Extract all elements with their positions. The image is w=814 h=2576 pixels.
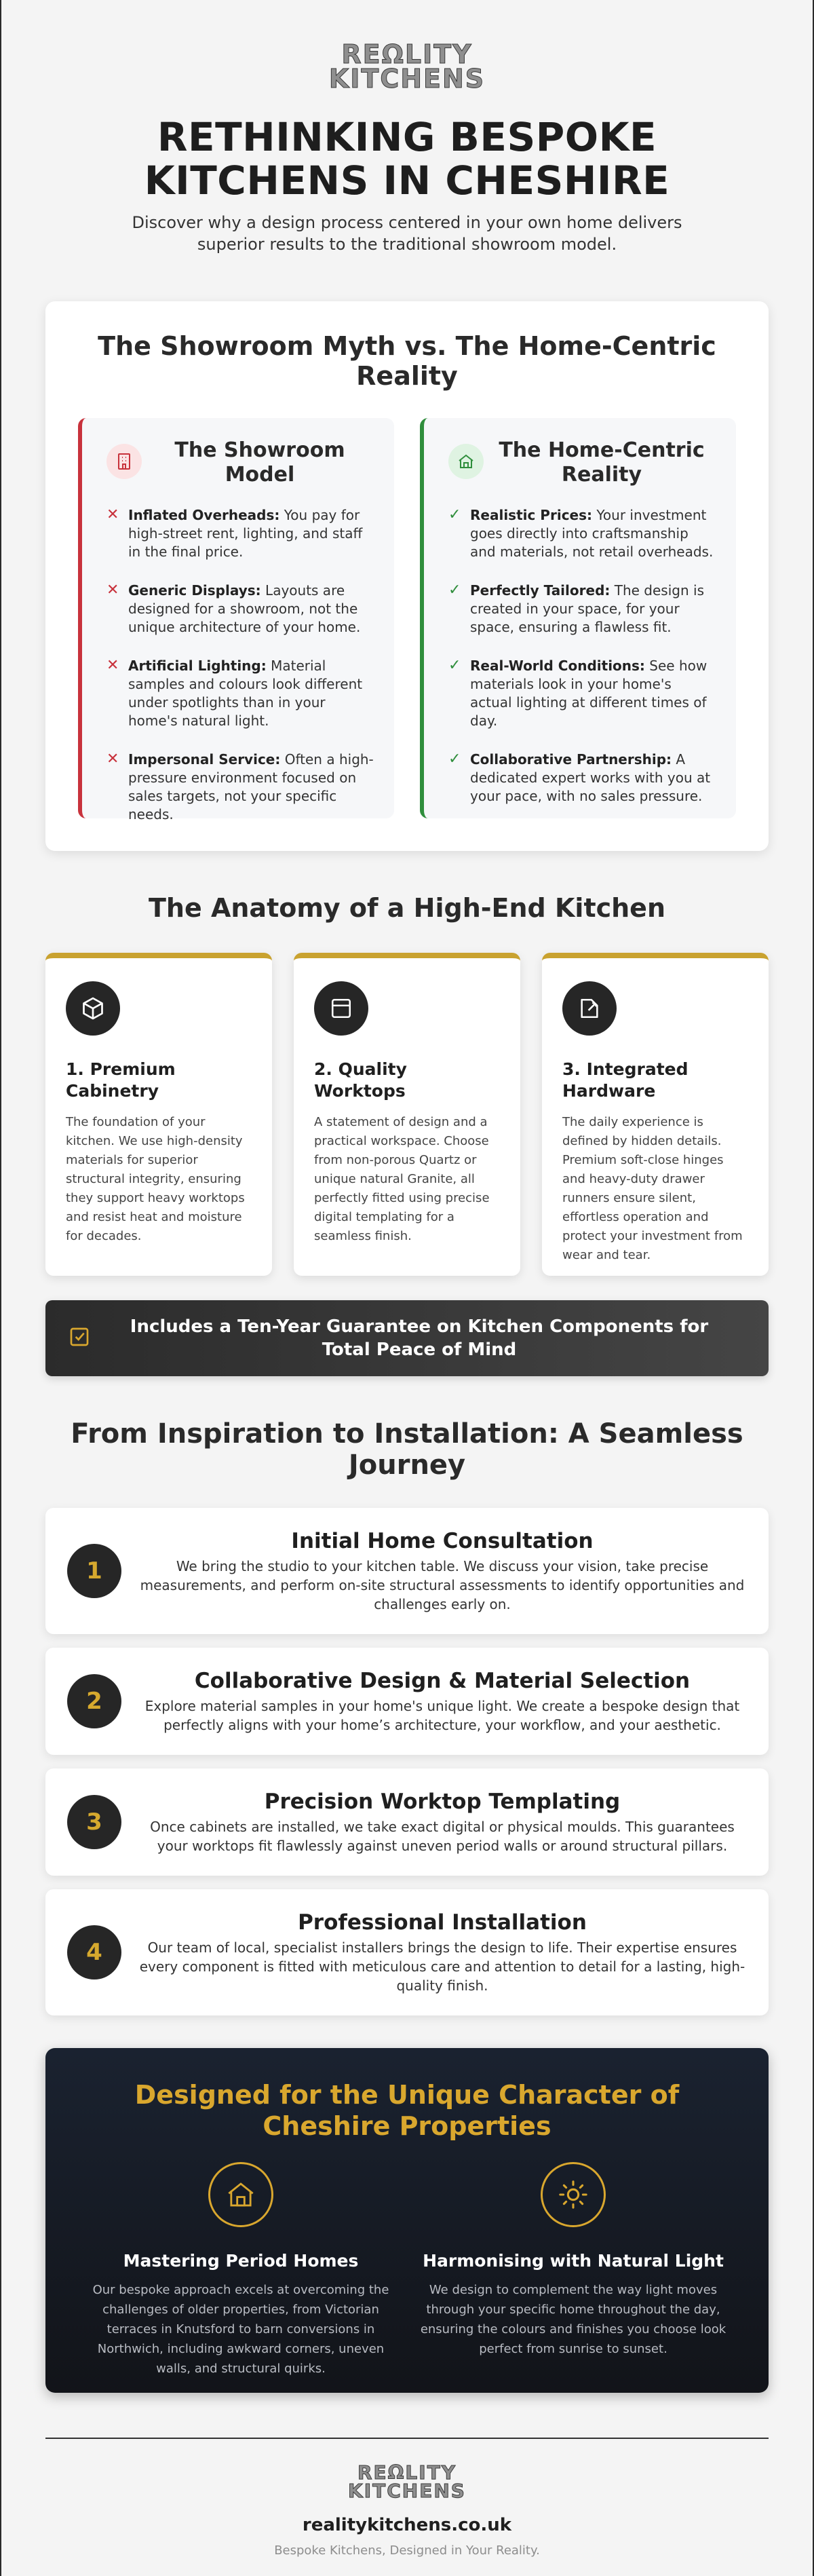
step-title: Initial Home Consultation	[291, 1529, 594, 1553]
cheshire-item-text: Our bespoke approach excels at overcoming the challenges of older properties, from Victorian terraces in Knutsford to barn conversions in Northwich, including awkward corners, uneven walls, and structural quirks.	[92, 2283, 389, 2376]
step-number: 4	[67, 1925, 121, 1980]
point-label: Collaborative Partnership:	[470, 751, 672, 768]
home-centric-column	[420, 418, 736, 818]
check-icon: ✓	[448, 506, 461, 523]
hero-subtitle: Discover why a design process centered in your own home delivers superior results to the traditional showroom model.	[132, 213, 682, 254]
point-label: Artificial Lighting:	[128, 658, 267, 674]
point-text: You pay for high-street rent, lighting, and staff in the final price.	[128, 507, 363, 560]
point-text: A dedicated expert works with you at your pace, with no sales pressure.	[470, 751, 711, 804]
point-label: Realistic Prices:	[470, 507, 593, 523]
point-label: Real-World Conditions:	[470, 658, 645, 674]
hero-title-line-1: RETHINKING BESPOKE	[157, 114, 657, 160]
showroom-point	[106, 657, 374, 730]
point-text: See how materials look in your home's actual lighting at different times of day.	[470, 658, 708, 729]
journey-step	[45, 1768, 769, 1876]
step-number: 1	[67, 1544, 121, 1598]
feature-text: A statement of design and a practical workspace. Choose from non-porous Quartz or unique natural Granite, all perfectly fitted using precise digital templating for a seamless finish.	[314, 1115, 490, 1243]
showroom-title: The Showroom Model	[174, 438, 345, 487]
feature-title: 1. Premium Cabinetry	[66, 1059, 176, 1101]
hardware-icon	[562, 981, 617, 1036]
footer-tagline: Bespoke Kitchens, Designed in Your Reality.	[274, 2543, 540, 2558]
step-title: Professional Installation	[298, 1910, 587, 1935]
hero-title	[45, 115, 769, 202]
cross-icon: ✕	[106, 751, 119, 768]
comparison-title: The Showroom Myth vs. The Home-Centric Reality	[98, 331, 716, 391]
check-icon: ✓	[448, 657, 461, 674]
point-text: The design is created in your space, for your space, ensuring a flawless fit.	[470, 582, 704, 635]
feature-card-hardware	[542, 953, 769, 1276]
feature-title: 2. Quality Worktops	[314, 1059, 407, 1101]
brand-line-2: KITCHENS	[348, 2480, 466, 2502]
point-label: Perfectly Tailored:	[470, 582, 610, 599]
point-text: Layouts are designed for a showroom, not the unique architecture of your home.	[128, 582, 361, 635]
cheshire-section	[45, 2048, 769, 2393]
cheshire-item-text: We design to complement the way light moves through your specific home throughout the day, ensuring the colours and finishes you choose look perfect from sunrise to sunset.	[420, 2283, 726, 2356]
showroom-column	[78, 418, 394, 822]
footer-divider	[45, 2438, 769, 2439]
brand-line-2: KITCHENS	[328, 64, 486, 94]
brand-line-1: REΩLITY	[341, 39, 473, 69]
house-outline-icon	[208, 2162, 273, 2227]
home-point	[448, 751, 716, 806]
cross-icon: ✕	[106, 582, 119, 599]
step-number: 2	[67, 1674, 121, 1728]
showroom-point	[106, 582, 374, 637]
brand-logo[interactable]	[45, 0, 769, 94]
point-label: Generic Displays:	[128, 582, 261, 599]
journey-step	[45, 1508, 769, 1634]
feature-card-worktops	[294, 953, 520, 1276]
step-number: 3	[67, 1795, 121, 1849]
footer-logo[interactable]	[45, 2463, 769, 2500]
home-centric-title: The Home-Centric Reality	[499, 438, 705, 487]
journey-title: From Inspiration to Installation: A Seamless Journey	[71, 1418, 743, 1481]
journey-step	[45, 1889, 769, 2015]
cross-icon: ✕	[106, 657, 119, 674]
cheshire-item-natural-light	[419, 2162, 728, 2379]
journey-step	[45, 1648, 769, 1755]
worktop-icon	[314, 981, 368, 1036]
home-icon	[448, 444, 484, 479]
home-point	[448, 657, 716, 730]
check-icon: ✓	[448, 751, 461, 768]
step-text: Explore material samples in your home's unique light. We create a bespoke design that perfectly aligns with your home’s architecture, your workflow, and your aesthetic.	[144, 1698, 740, 1733]
cheshire-item-title: Mastering Period Homes	[123, 2251, 359, 2271]
check-icon: ✓	[448, 582, 461, 599]
brand-line-1: REΩLITY	[357, 2461, 457, 2484]
showroom-point	[106, 751, 374, 824]
home-point	[448, 506, 716, 561]
page	[45, 0, 769, 2558]
cheshire-title: Designed for the Unique Character of Cheshire Properties	[134, 2080, 680, 2141]
guarantee-banner	[45, 1300, 769, 1376]
feature-card-cabinetry	[45, 953, 272, 1276]
point-label: Inflated Overheads:	[128, 507, 280, 523]
showroom-point	[106, 506, 374, 561]
check-square-icon	[69, 1326, 93, 1350]
feature-title: 3. Integrated Hardware	[562, 1059, 689, 1101]
point-text: Your investment goes directly into craftsmanship and materials, not retail overheads.	[470, 507, 714, 560]
cross-icon: ✕	[106, 506, 119, 523]
guarantee-text: Includes a Ten-Year Guarantee on Kitchen Components for Total Peace of Mind	[130, 1317, 709, 1360]
cheshire-item-title: Harmonising with Natural Light	[423, 2251, 724, 2271]
footer-url-link[interactable]: realitykitchens.co.uk	[302, 2515, 512, 2535]
feature-text: The foundation of your kitchen. We use high-density materials for superior structural integrity, ensuring they support heavy worktops and resist heat and moisture for decades.	[66, 1115, 245, 1243]
step-title: Precision Worktop Templating	[264, 1789, 621, 1814]
step-text: Our team of local, specialist installers brings the design to life. Their expertise ensures every component is fitted with meticulous care and attention to detail for a lasting, high-quality finish.	[139, 1939, 745, 1994]
cube-icon	[66, 981, 120, 1036]
cheshire-item-period-homes	[86, 2162, 395, 2379]
feature-text: The daily experience is defined by hidden details. Premium soft-close hinges and heavy-duty drawer runners ensure silent, effortless operation and protect your investment from wear and tear.	[562, 1115, 743, 1262]
home-point	[448, 582, 716, 637]
building-icon	[106, 444, 142, 479]
hero-title-line-2: KITCHENS IN CHESHIRE	[144, 157, 670, 204]
sun-icon	[541, 2162, 606, 2227]
point-text: Material samples and colours look different under spotlights than in your home's natural light.	[128, 658, 363, 729]
point-text: Often a high-pressure environment focused on sales targets, not your specific needs.	[128, 751, 374, 822]
step-text: Once cabinets are installed, we take exact digital or physical moulds. This guarantees your worktops fit flawlessly against uneven period walls or around structural pillars.	[150, 1819, 735, 1854]
anatomy-title: The Anatomy of a High-End Kitchen	[148, 893, 666, 923]
step-title: Collaborative Design & Material Selection	[194, 1669, 691, 1693]
step-text: We bring the studio to your kitchen table. We discuss your vision, take precise measurements, and perform on-site structural assessments to identify opportunities and challenges early on.	[140, 1558, 745, 1612]
point-label: Impersonal Service:	[128, 751, 281, 768]
comparison-card	[45, 301, 769, 851]
